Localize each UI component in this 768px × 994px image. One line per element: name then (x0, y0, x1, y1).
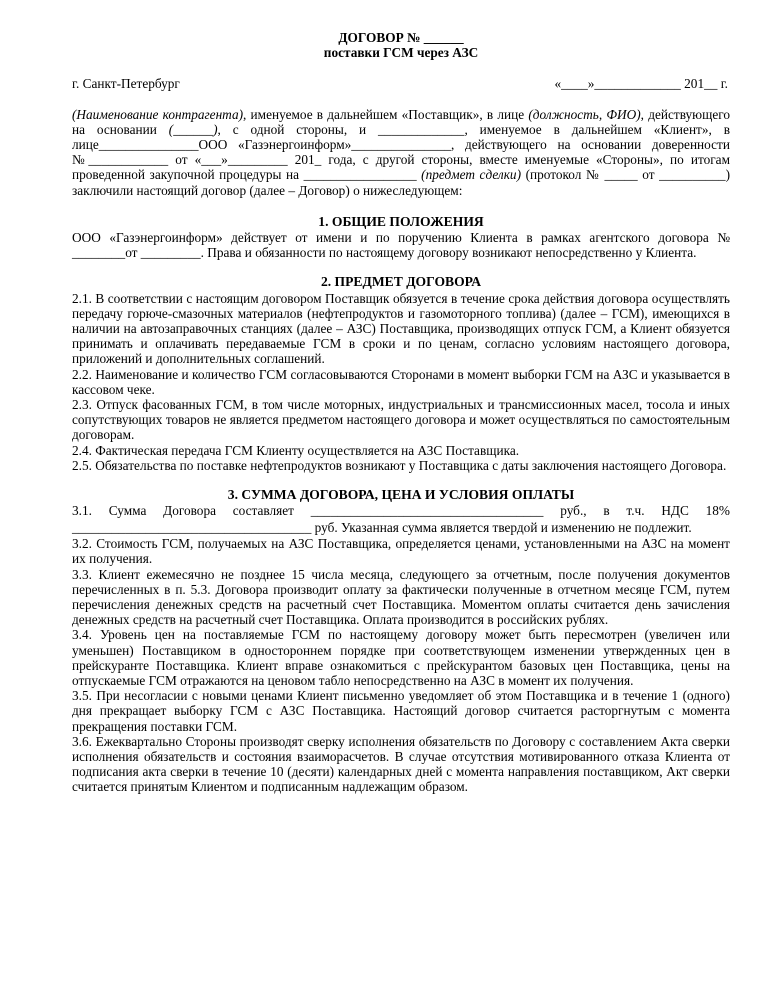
section-2-title: 2. ПРЕДМЕТ ДОГОВОРА (320, 274, 482, 290)
preamble-text-2: , действующего на основании (72, 106, 731, 137)
clause-2-1: 2.1. В соответствии с настоящим договором Поставщик обязуется в течение срока действия договора осуществлять передачу горюче-смазочных материалов (нефтепродуктов и газомоторного топлива) (далее – ГСМ), имеющихся в наличии на автозаправочных станциях (далее – АЗС) Поставщика, производящих отпуск ГСМ, а Клиент обязуется принимать и оплачивать передаваемые ГСМ в сроки и по ценам, согласно условиям настоящего договора, приложений и дополнительных соглашений. (72, 290, 730, 367)
clause-3-5: 3.5. При несогласии с новыми ценами Клиент письменно уведомляет об этом Поставщика и в течение 1 (одного) дня прекращает выборку ГСМ с АЗС Поставщика. Настоящий договор считается расторгнутым с момента прекращения поставки ГСМ. (72, 688, 730, 734)
clause-2-4: 2.4. Фактическая передача ГСМ Клиенту осуществляется на АЗС Поставщика. (72, 442, 520, 458)
preamble-text-1: , именуемое в дальнейшем «Поставщик», в лице (243, 106, 529, 122)
clause-3-6: 3.6. Ежеквартально Стороны производят сверку исполнения обязательств по Договору с составлением Акта сверки исполнения обязательств и состояния взаиморасчетов. В случае отсутствия мотивированного отказа Клиента от подписания акта сверки в течение 10 (десяти) календарных дней с момента направления поставщиком, Акт сверки считается принятым Клиентом и подписанным надлежащим образом. (72, 733, 730, 795)
clause-3-4: 3.4. Уровень цен на поставляемые ГСМ по настоящему договору может быть пересмотрен (увеличен или уменьшен) Поставщиком в одностороннем порядке при соответствующем изменении утвержденных цен в прейскуранте Поставщика. Клиент вправе ознакомиться с прейскурантом базовых цен Поставщика, цены на отпускаемые ГСМ отражаются на ценовом табло непосредственно на АЗС в момент их получения. (72, 627, 730, 688)
section-1-paragraph: ООО «Газэнергоинформ» действует от имени и по поручению Клиента в рамках агентского договора № ________от _________. Права и обязанности по настоящему договору возникают непосредственно у Клиента. (72, 230, 730, 261)
preamble-paragraph (72, 107, 730, 198)
clause-2-5: 2.5. Обязательства по поставке нефтепродуктов возникают у Поставщика с даты заключения настоящего Договора. (72, 457, 727, 473)
clause-3-3: 3.3. Клиент ежемесячно не позднее 15 числа месяца, следующего за отчетным, после получения документов перечисленных в п. 5.3. Договора производит оплату за фактически полученные в отчетном месяце ГСМ, путем перечисления денежных средств на расчетный счет Поставщика. Моментом оплаты считается день зачисления денежных средств на расчетный счет Поставщика. Оплата производится в российских рублях. (72, 566, 730, 628)
deal-subject-placeholder: (предмет сделки) (421, 167, 522, 183)
counterparty-name-placeholder: (Наименование контрагента) (72, 106, 244, 122)
clause-2-2: 2.2. Наименование и количество ГСМ согласовываются Сторонами в момент выборки ГСМ на АЗС и указывается в кассовом чеке. (72, 366, 730, 397)
preamble-text-4: (протокол № _____ от __________) заключили настоящий договор (далее – Договор) о нижеследующем: (72, 167, 731, 198)
document-page (72, 28, 730, 795)
contract-date: «____»_____________ 201__ г. (554, 76, 728, 92)
preamble-text-3: , с одной стороны, и _____________, именуемое в дальнейшем «Клиент», в лице_______________ООО «Газэнергоинформ»_______________, действующего на основании доверенности №____________ от «___»_________ 201_ года, с другой стороны, вместе именуемые «Стороны», по итогам проведенной закупочной процедуры на _________________ (72, 121, 730, 183)
city-date-row (72, 76, 730, 91)
clause-3-1: 3.1. Сумма Договора составляет ___________________________________ руб., в т.ч. НДС 18% ____________________________________ руб. Указанная сумма является твердой и изменению не подлежит. (72, 503, 730, 535)
section-1-title: 1. ОБЩИЕ ПОЛОЖЕНИЯ (318, 213, 484, 229)
basis-placeholder: (______) (168, 121, 218, 137)
clause-3-2: 3.2. Стоимость ГСМ, получаемых на АЗС Поставщика, определяется ценами, установленными на АЗС на момент их получения. (72, 536, 730, 567)
city: г. Санкт-Петербург (72, 76, 180, 92)
position-name-placeholder: (должность, ФИО) (528, 106, 641, 122)
section-3-title: 3. СУММА ДОГОВОРА, ЦЕНА И УСЛОВИЯ ОПЛАТЫ (227, 487, 575, 503)
document-subtitle: поставки ГСМ через АЗС (323, 45, 479, 61)
document-title: ДОГОВОР № ______ (338, 30, 464, 45)
clause-2-3: 2.3. Отпуск фасованных ГСМ, в том числе моторных, индустриальных и трансмиссионных масел, тосола и иных сопутствующих товаров не является предметом настоящего договора и может осуществляться по самостоятельным договорам. (72, 397, 730, 443)
